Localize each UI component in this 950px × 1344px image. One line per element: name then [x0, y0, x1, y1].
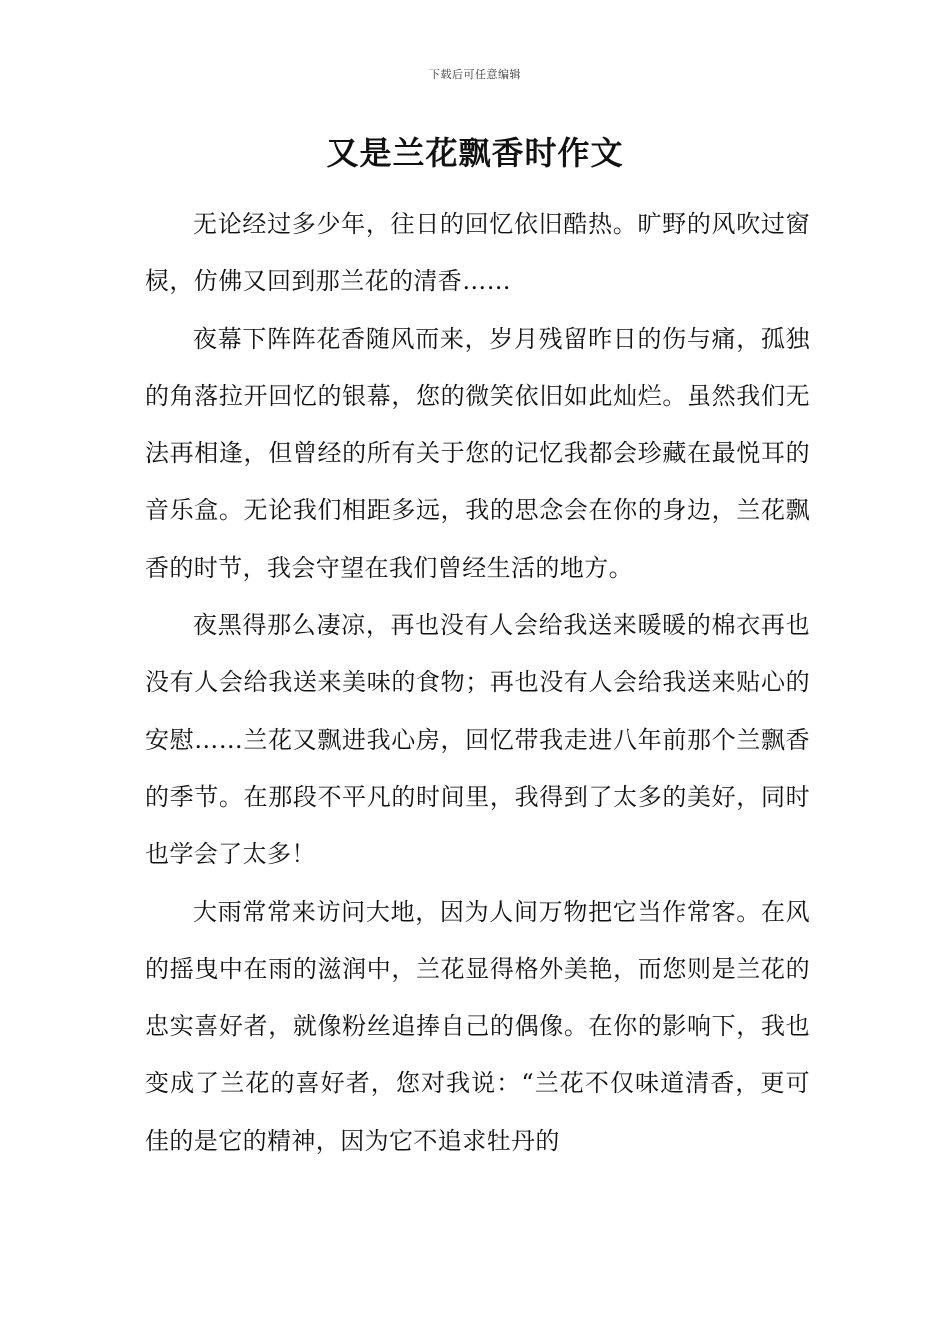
document-body	[145, 196, 810, 1170]
paragraph-1: 无论经过多少年，往日的回忆依旧酷热。旷野的风吹过窗棂，仿佛又回到那兰花的清香……	[145, 210, 810, 296]
paragraph-2: 夜幕下阵阵花香随风而来，岁月残留昨日的伤与痛，孤独的角落拉开回忆的银幕，您的微笑依旧如此灿烂。虽然我们无法再相逢，但曾经的所有关于您的记忆我都会珍藏在最悦耳的音乐盒。无论我们相距多远，我的思念会在你的身边，兰花飘香的时节，我会守望在我们曾经生活的地方。	[145, 324, 810, 582]
document-title: 又是兰花飘香时作文	[326, 134, 624, 172]
paragraph-3: 夜黑得那么凄凉，再也没有人会给我送来暖暖的棉衣再也没有人会给我送来美味的食物；再也没有人会给我送来贴心的安慰……兰花又飘进我心房，回忆带我走进八年前那个兰飘香的季节。在那段不平凡的时间里，我得到了太多的美好，同时也学会了太多！	[145, 611, 810, 869]
paragraph-4: 大雨常常来访问大地，因为人间万物把它当作常客。在风的摇曳中在雨的滋润中，兰花显得格外美艳，而您则是兰花的忠实喜好者，就像粉丝追捧自己的偶像。在你的影响下，我也变成了兰花的喜好者，您对我说：“兰花不仅味道清香，更可佳的是它的精神，因为它不追求牡丹的	[145, 897, 810, 1155]
header-note: 下载后可任意编辑	[429, 68, 521, 81]
